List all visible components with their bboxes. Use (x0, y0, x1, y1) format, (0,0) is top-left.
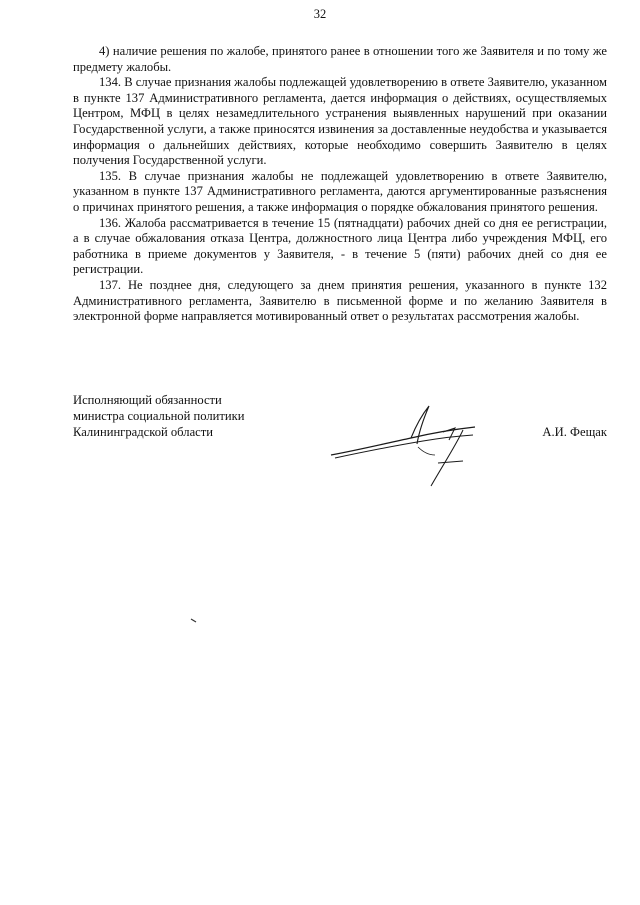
signer-title-line-3: Калининградской области (73, 425, 213, 439)
paragraph-135: 135. В случае признания жалобы не подлежащей удовлетворению в ответе Заявителю, указанном в пункте 137 Административного регламента, даются аргументированные разъяснения о причинах принятого решения, а также информация о порядке обжалования принятого решения. (73, 168, 607, 214)
signer-name: А.И. Фещак (542, 425, 607, 439)
signer-title-line-1: Исполняющий обязанности (73, 393, 222, 407)
signature-block (73, 392, 607, 492)
handwritten-signature (323, 400, 493, 490)
paragraph-134: 134. В случае признания жалобы подлежащей удовлетворению в ответе Заявителю, указанном в пункте 137 Административного регламента, дается информация о действиях, осуществляемых Центром, МФЦ в целях незамедлительного устранения выявленных нарушений при оказании Государственной услуги, а также приносятся извинения за доставленные неудобства и указывается информация о дальнейших действиях, которые необходимо совершить Заявителю в целях получения Государственной услуги. (73, 75, 607, 168)
signer-title-line-2: министра социальной политики (73, 409, 245, 423)
stray-mark (190, 618, 198, 623)
paragraph-136: 136. Жалоба рассматривается в течение 15 (пятнадцати) рабочих дней со дня ее регистрации, а в случае обжалования отказа Центра, должностного лица Центра либо учреждения МФЦ, его работника в приеме документов у Заявителя, - в течение 5 (пяти) рабочих дней со дня ее регистрации. (73, 215, 607, 277)
paragraph-item-4: 4) наличие решения по жалобе, принятого ранее в отношении того же Заявителя и по тому же предмету жалобы. (73, 44, 607, 74)
signer-title (73, 392, 245, 440)
paragraph-137: 137. Не позднее дня, следующего за днем принятия решения, указанного в пункте 132 Административного регламента, Заявителю в письменной форме и по желанию Заявителя в электронной форме направляется мотивированный ответ о результатах рассмотрения жалобы. (73, 277, 607, 324)
document-body (73, 44, 607, 325)
page-number: 32 (313, 7, 327, 21)
